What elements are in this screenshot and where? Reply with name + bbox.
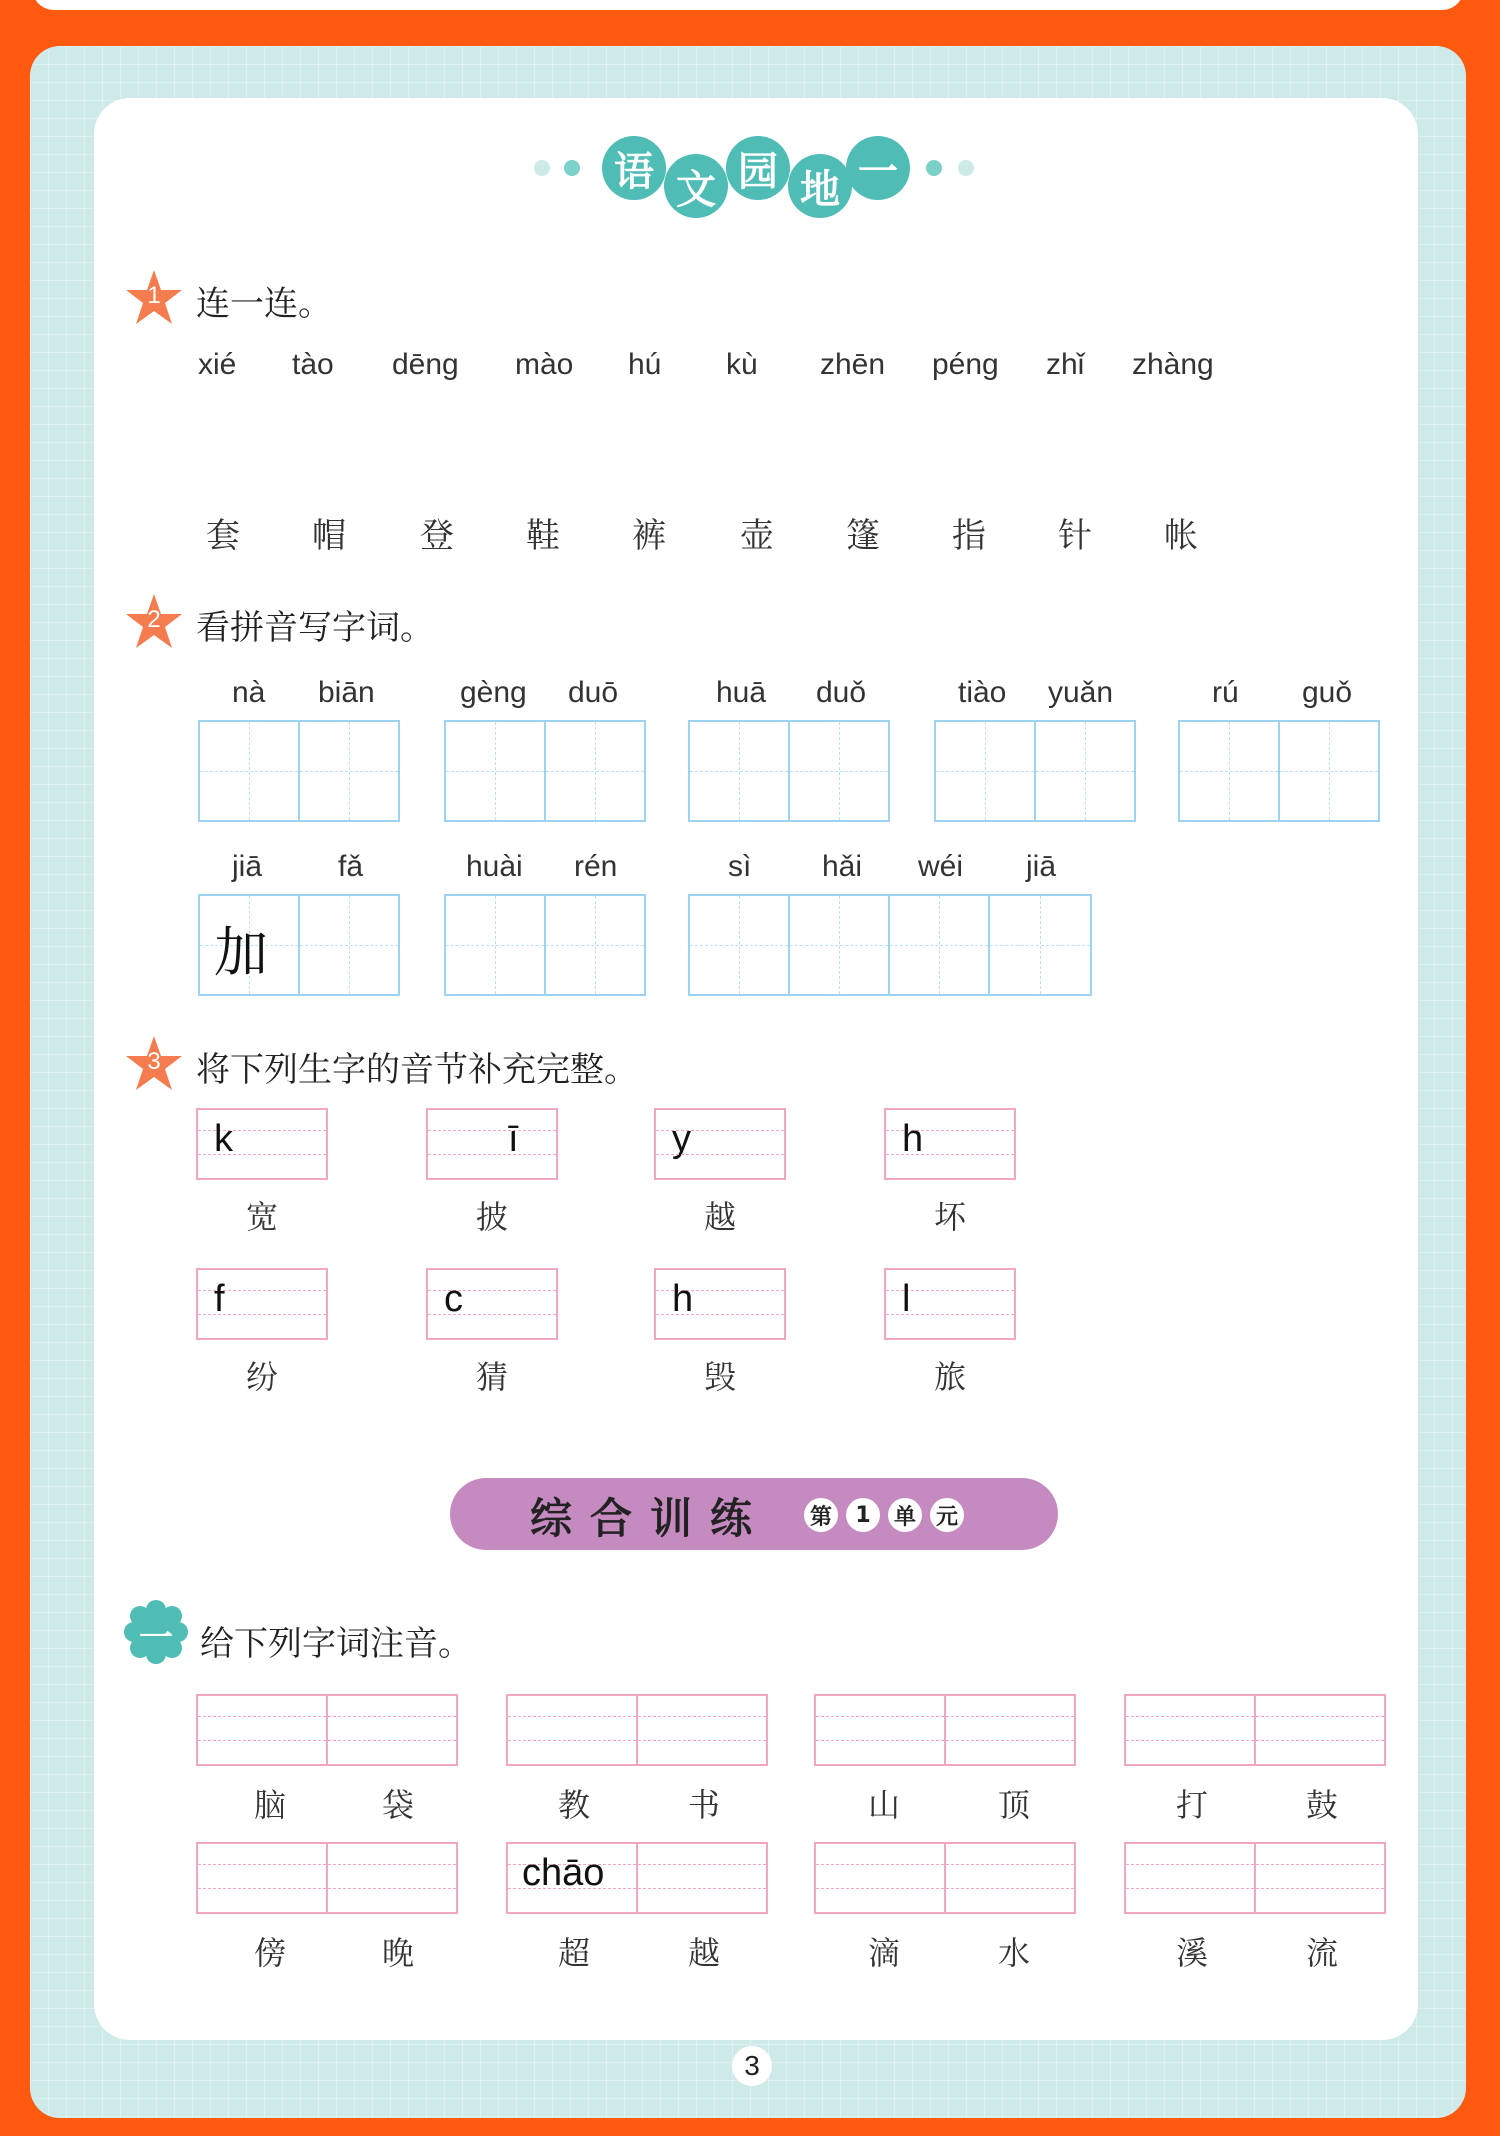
- character-item: 袋: [381, 1786, 414, 1824]
- unit-tag: 单: [888, 1498, 922, 1532]
- pinyin-item: fǎ: [338, 850, 364, 883]
- question-3-label: 将下列生字的音节补充完整。: [196, 1050, 638, 1090]
- pinyin-letter: f: [214, 1278, 225, 1320]
- character-item: 山: [867, 1786, 900, 1824]
- pinyin-item: gèng: [460, 676, 527, 709]
- pinyin-box[interactable]: [884, 1108, 1016, 1180]
- pinyin-letter: l: [902, 1278, 911, 1320]
- title-dot: [534, 160, 550, 176]
- character-item: 针: [1058, 516, 1092, 556]
- question-2-label: 看拼音写字词。: [196, 608, 434, 648]
- pinyin-item: sì: [728, 850, 752, 883]
- character-item: 登: [420, 516, 454, 556]
- pinyin-item: zhēn: [820, 348, 886, 381]
- section-number-badge: [124, 1600, 188, 1664]
- character-item: 滴: [867, 1934, 900, 1972]
- question-number: 1: [147, 282, 161, 309]
- pinyin-item: wéi: [918, 850, 964, 883]
- pinyin-item: mào: [515, 348, 574, 381]
- character-item: 旅: [933, 1358, 966, 1396]
- pinyin-item: rú: [1212, 676, 1239, 709]
- character-item: 纷: [245, 1358, 278, 1396]
- word-pinyin-box[interactable]: [1124, 1694, 1386, 1766]
- character-item: 超: [557, 1934, 590, 1972]
- character-item: 披: [475, 1198, 508, 1236]
- pinyin-box[interactable]: [426, 1268, 558, 1340]
- title-dot: [564, 160, 580, 176]
- pinyin-item: dēng: [392, 348, 459, 381]
- character-item: 篷: [846, 516, 880, 556]
- character-item: 坏: [933, 1198, 966, 1236]
- pinyin-item: kù: [726, 348, 758, 381]
- pinyin-item: nà: [232, 676, 266, 709]
- word-pinyin-box[interactable]: [196, 1694, 458, 1766]
- pinyin-item: rén: [574, 850, 618, 883]
- title-char: 文: [664, 154, 728, 218]
- question-number-star: [124, 268, 184, 328]
- question-number-star: [124, 1034, 184, 1094]
- pinyin-item: xié: [198, 348, 237, 381]
- pinyin-item: biān: [318, 676, 375, 709]
- character-item: 猜: [475, 1358, 508, 1396]
- pinyin-item: tào: [292, 348, 334, 381]
- pinyin-item: hǎi: [822, 850, 863, 883]
- pinyin-letter: y: [672, 1118, 691, 1160]
- title-char: 一: [846, 136, 910, 200]
- pinyin-item: zhàng: [1132, 348, 1214, 381]
- pinyin-item: huā: [716, 676, 767, 709]
- character-item: 毁: [703, 1358, 736, 1396]
- writing-grid[interactable]: [688, 894, 1092, 996]
- character-item: 晚: [381, 1934, 414, 1972]
- pinyin-item: yuǎn: [1048, 676, 1114, 709]
- character-item: 溪: [1175, 1934, 1208, 1972]
- pinyin-item: hú: [628, 348, 662, 381]
- character-item: 裤: [632, 516, 666, 556]
- word-pinyin-box[interactable]: [506, 1842, 768, 1914]
- pinyin-box[interactable]: [426, 1108, 558, 1180]
- writing-grid[interactable]: [444, 894, 646, 996]
- top-strip: [32, 0, 1464, 10]
- pinyin-box[interactable]: [654, 1108, 786, 1180]
- title-dot: [926, 160, 942, 176]
- character-item: 指: [952, 516, 986, 556]
- character-item: 套: [206, 516, 240, 556]
- pinyin-item: duǒ: [816, 676, 867, 709]
- word-pinyin-box[interactable]: [196, 1842, 458, 1914]
- title-char: 语: [602, 136, 666, 200]
- character-item: 脑: [253, 1786, 286, 1824]
- question-number-star: [124, 592, 184, 652]
- word-pinyin-box[interactable]: [814, 1842, 1076, 1914]
- section-number: 一: [139, 1618, 173, 1658]
- unit-title: 综合训练: [530, 1494, 771, 1543]
- character-item: 越: [687, 1934, 720, 1972]
- character-item: 壶: [740, 516, 774, 556]
- question-1-label: 连一连。: [196, 284, 332, 324]
- pinyin-letter: h: [672, 1278, 694, 1320]
- question-number: 3: [147, 1048, 161, 1075]
- pinyin-item: jiā: [1026, 850, 1057, 883]
- pinyin-item: guǒ: [1302, 676, 1353, 709]
- writing-grid[interactable]: [688, 720, 890, 822]
- word-pinyin-box[interactable]: [1124, 1842, 1386, 1914]
- title-dot: [958, 160, 974, 176]
- section-title: [0, 132, 1500, 222]
- pinyin-item: huài: [466, 850, 523, 883]
- character-item: 鼓: [1305, 1786, 1338, 1824]
- character-item: 流: [1305, 1934, 1338, 1972]
- handwritten-pinyin-answer: chāo: [522, 1852, 605, 1894]
- pinyin-box[interactable]: [196, 1268, 328, 1340]
- unit-tag: 第: [804, 1498, 838, 1532]
- character-item: 水: [997, 1934, 1030, 1972]
- pinyin-box[interactable]: [196, 1108, 328, 1180]
- pinyin-item: tiào: [958, 676, 1007, 709]
- character-item: 鞋: [526, 516, 560, 556]
- character-item: 宽: [245, 1198, 278, 1236]
- word-pinyin-box[interactable]: [506, 1694, 768, 1766]
- writing-grid[interactable]: [934, 720, 1136, 822]
- character-item: 帐: [1164, 516, 1198, 556]
- pinyin-letter: h: [902, 1118, 924, 1160]
- pinyin-letter: ī: [508, 1118, 519, 1160]
- unit-tag: 元: [930, 1498, 964, 1532]
- title-char: 地: [788, 154, 852, 218]
- handwritten-answer: 加: [214, 921, 268, 984]
- pinyin-item: jiā: [232, 850, 263, 883]
- writing-grid[interactable]: [1178, 720, 1380, 822]
- character-item: 书: [687, 1786, 720, 1824]
- character-item: 越: [703, 1198, 736, 1236]
- character-item: 教: [557, 1786, 590, 1824]
- pinyin-item: duō: [568, 676, 619, 709]
- title-char: 园: [726, 136, 790, 200]
- question-number: 2: [147, 606, 161, 633]
- page-number: 3: [732, 2046, 772, 2086]
- section-1-label: 给下列字词注音。: [200, 1624, 472, 1664]
- word-pinyin-box[interactable]: [814, 1694, 1076, 1766]
- character-item: 傍: [253, 1934, 286, 1972]
- pinyin-box[interactable]: [654, 1268, 786, 1340]
- unit-tag: 1: [846, 1498, 880, 1532]
- writing-grid[interactable]: [444, 720, 646, 822]
- unit-banner: [450, 1478, 1058, 1550]
- pinyin-item: péng: [932, 348, 999, 381]
- pinyin-letter: c: [444, 1278, 463, 1320]
- pinyin-box[interactable]: [884, 1268, 1016, 1340]
- character-item: 顶: [997, 1786, 1030, 1824]
- writing-grid[interactable]: [198, 720, 400, 822]
- character-item: 帽: [312, 516, 346, 556]
- pinyin-letter: k: [214, 1118, 233, 1160]
- pinyin-item: zhǐ: [1046, 348, 1085, 381]
- character-item: 打: [1175, 1786, 1208, 1824]
